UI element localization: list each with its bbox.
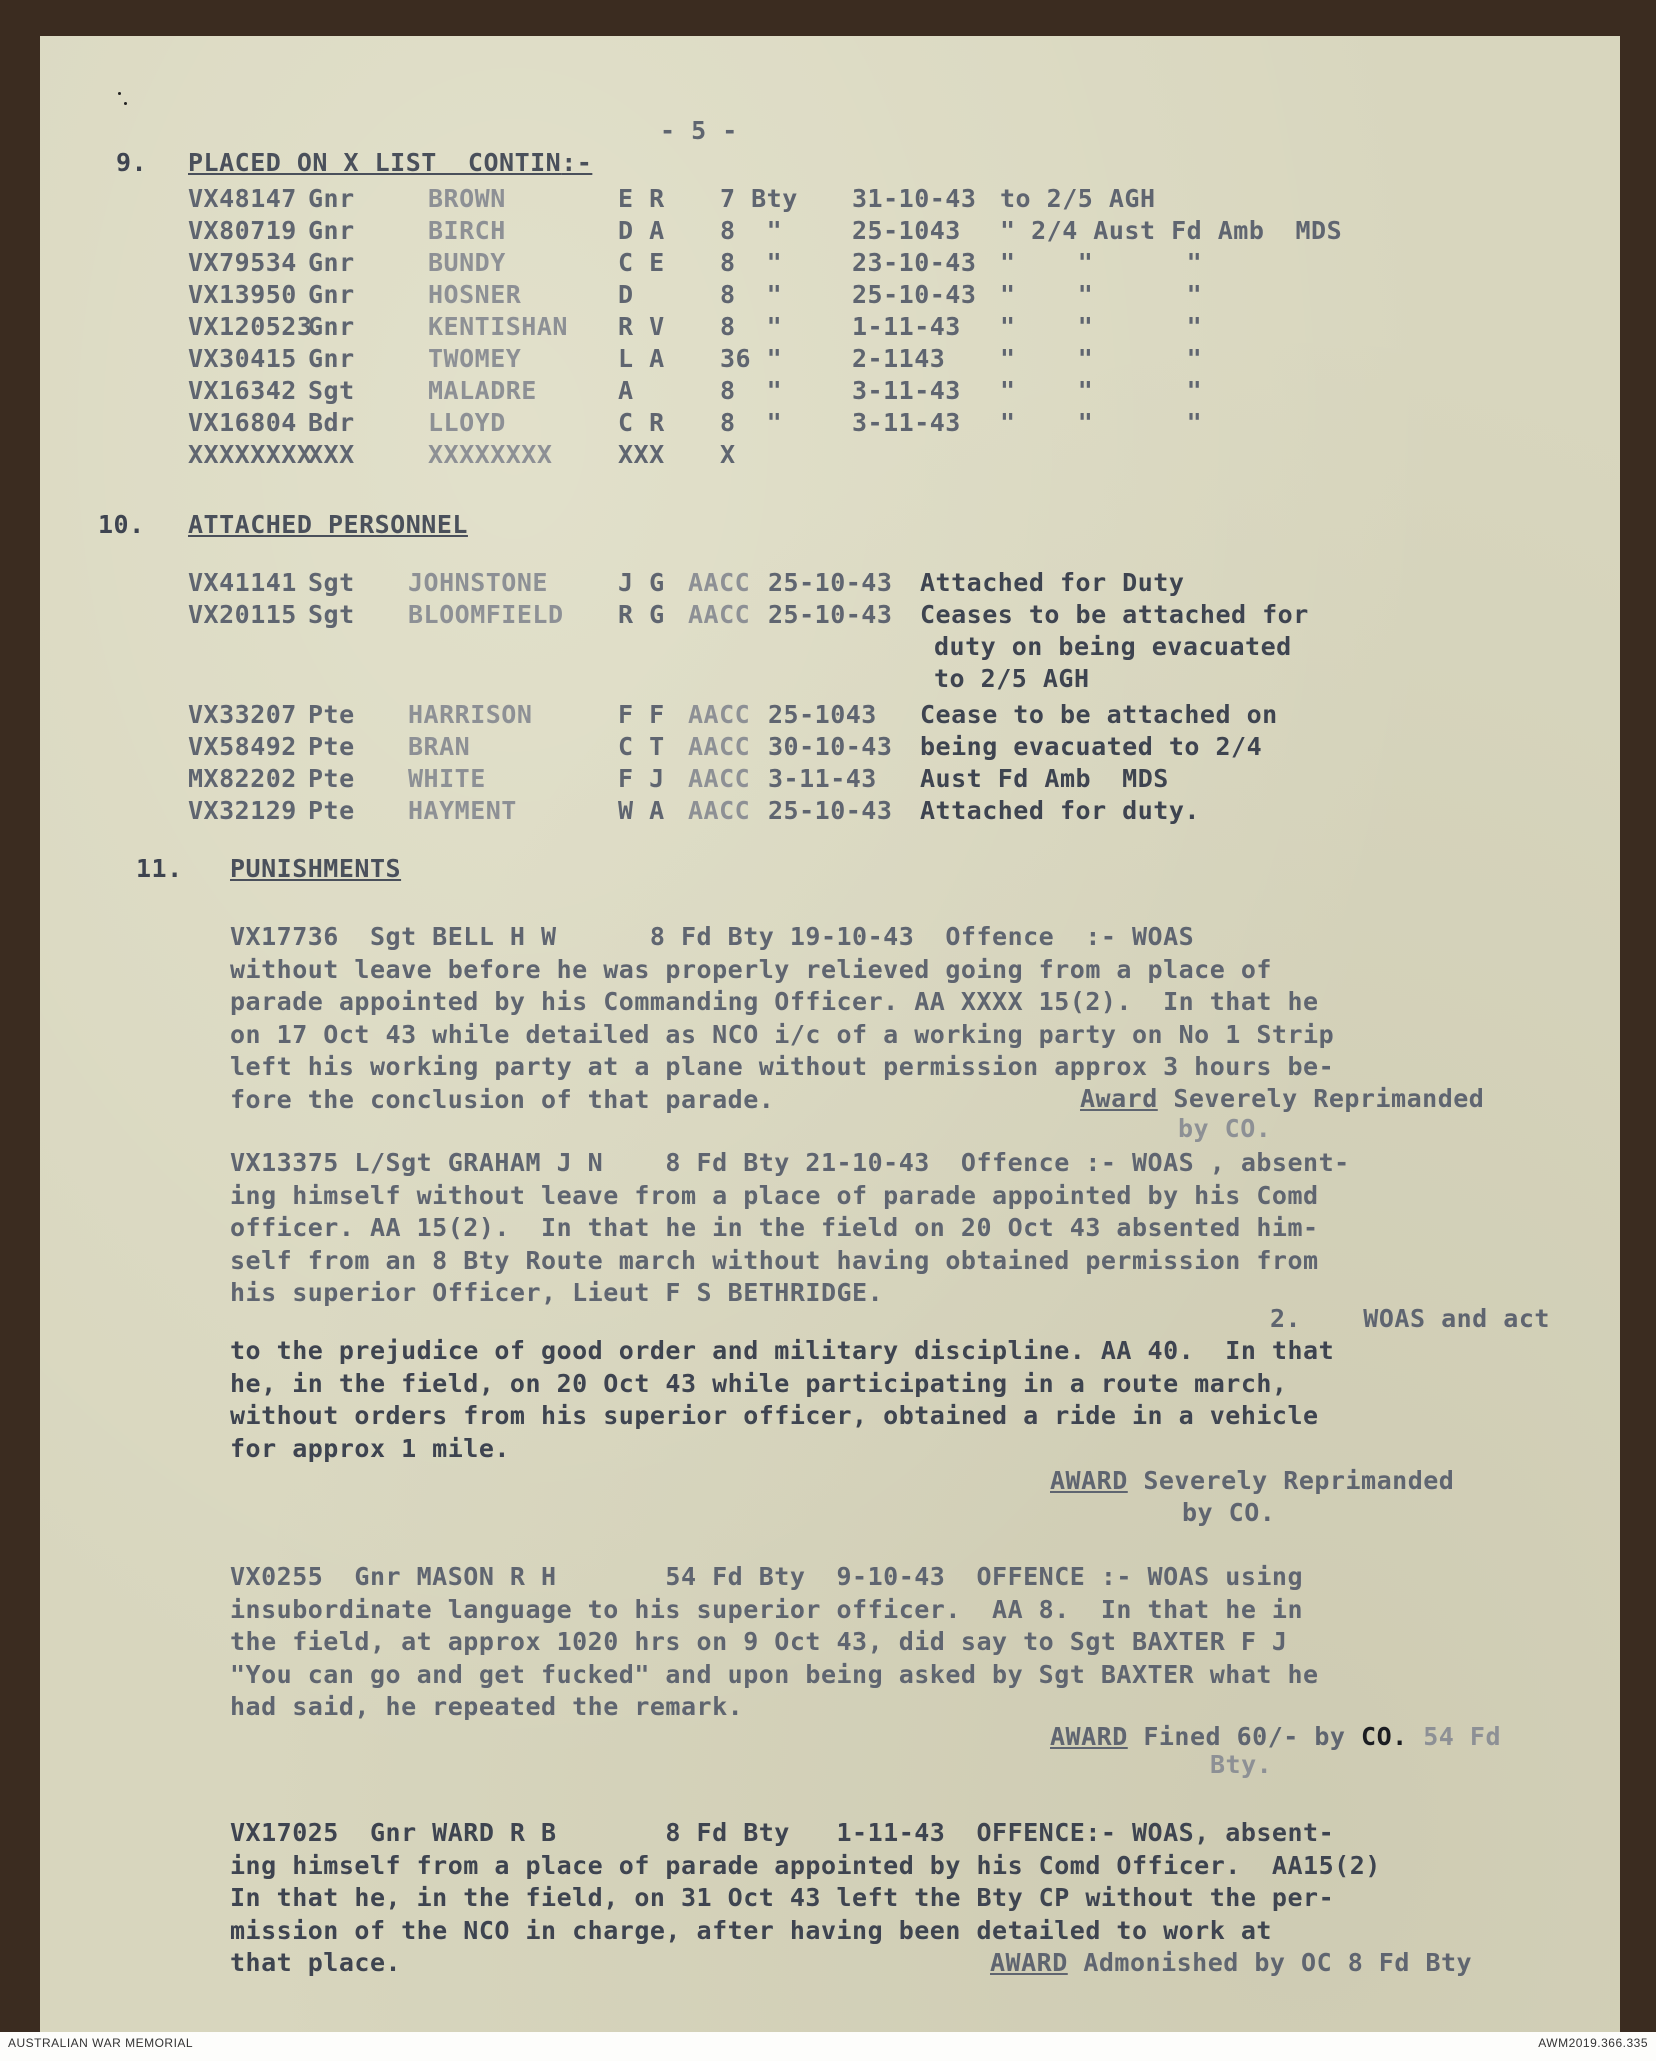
attached-name: WHITE — [408, 764, 486, 793]
case-2-award-by: by CO. — [1182, 1498, 1276, 1527]
x-list-no: VX120523 — [188, 312, 313, 341]
attached-unit: AACC — [688, 732, 751, 761]
paragraph-line: self from an 8 Bty Route march without having obtained permission from — [230, 1245, 1319, 1275]
x-list-rank: XXX — [308, 440, 355, 469]
attached-rank: Sgt — [308, 600, 355, 629]
x-list-rank: Sgt — [308, 376, 355, 405]
paragraph-line: that place. — [230, 1948, 402, 1977]
attached-init: R G — [618, 600, 665, 629]
x-list-date: 2-1143 — [852, 344, 946, 373]
case-4-award: AWARD Admonished by OC 8 Fd Bty — [990, 1948, 1473, 1977]
x-list-date: 25-10-43 — [852, 280, 977, 309]
attached-rank: Pte — [308, 732, 355, 761]
attached-remark: Ceases to be attached for — [920, 600, 1309, 629]
attached-unit: AACC — [688, 600, 751, 629]
paragraph-line: ing himself without leave from a place of parade appointed by his Comd — [230, 1180, 1319, 1210]
paragraph-line: for approx 1 mile. — [230, 1433, 510, 1463]
section-11-title: PUNISHMENTS — [230, 854, 402, 883]
attached-unit: AACC — [688, 764, 751, 793]
x-list-name: HOSNER — [428, 280, 522, 309]
x-list-init: D A — [618, 216, 665, 245]
x-list-bty: 36 " — [720, 344, 783, 373]
x-list-date: 23-10-43 — [852, 248, 977, 277]
attached-remark: to 2/5 AGH — [934, 664, 1090, 693]
x-list-date: 3-11-43 — [852, 376, 961, 405]
x-list-dest: to 2/5 AGH — [1000, 184, 1156, 213]
x-list-dest: " " " — [1000, 248, 1203, 277]
paragraph-line: VX17736 Sgt BELL H W 8 Fd Bty 19-10-43 Offence :- WOAS — [230, 922, 1195, 951]
x-list-rank: Gnr — [308, 216, 355, 245]
attached-date: 30-10-43 — [768, 732, 893, 761]
attached-remark: duty on being evacuated — [934, 632, 1292, 661]
attached-name: BLOOMFIELD — [408, 600, 564, 629]
attached-unit: AACC — [688, 568, 751, 597]
attached-date: 25-10-43 — [768, 796, 893, 825]
x-list-dest: " " " — [1000, 408, 1203, 437]
x-list-init: D — [618, 280, 634, 309]
case-2-charge-2: 2. WOAS and act — [1270, 1304, 1550, 1333]
section-11-number: 11. — [136, 854, 183, 883]
section-10-title: ATTACHED PERSONNEL — [188, 510, 468, 539]
x-list-rank: Gnr — [308, 248, 355, 277]
case-3-award-tail: Bty. — [1210, 1750, 1273, 1779]
x-list-rank: Gnr — [308, 312, 355, 341]
x-list-init: L A — [618, 344, 665, 373]
x-list-init: C R — [618, 408, 665, 437]
x-list-init: A — [618, 376, 634, 405]
section-9-title: PLACED ON X LIST CONTIN:- — [188, 148, 593, 177]
footer-archive-name: AUSTRALIAN WAR MEMORIAL — [8, 2036, 194, 2050]
paragraph-line: In that he, in the field, on 31 Oct 43 left the Bty CP without the per- — [230, 1883, 1335, 1912]
attached-rank: Pte — [308, 764, 355, 793]
paragraph-line: he, in the field, on 20 Oct 43 while participating in a route march, — [230, 1368, 1288, 1398]
attached-date: 25-1043 — [768, 700, 877, 729]
attached-no: MX82202 — [188, 764, 297, 793]
x-list-bty: 7 Bty — [720, 184, 798, 213]
attached-name: JOHNSTONE — [408, 568, 548, 597]
x-list-dest: " " " — [1000, 344, 1203, 373]
attached-unit: AACC — [688, 700, 751, 729]
paragraph-line: left his working party at a plane without permission approx 3 hours be- — [230, 1052, 1335, 1081]
punch-mark — [118, 92, 121, 95]
attached-unit: AACC — [688, 796, 751, 825]
paragraph-line: VX0255 Gnr MASON R H 54 Fd Bty 9-10-43 OFFENCE :- WOAS using — [230, 1562, 1304, 1591]
attached-remark: Attached for duty. — [920, 796, 1200, 825]
paragraph-line: officer. AA 15(2). In that he in the field on 20 Oct 43 absented him- — [230, 1213, 1319, 1242]
attached-no: VX41141 — [188, 568, 297, 597]
x-list-date: 1-11-43 — [852, 312, 961, 341]
x-list-date: 3-11-43 — [852, 408, 961, 437]
attached-no: VX20115 — [188, 600, 297, 629]
attached-rank: Pte — [308, 700, 355, 729]
footer-catalogue-number: AWM2019.366.335 — [1538, 2036, 1648, 2050]
x-list-dest: " " " — [1000, 280, 1203, 309]
paragraph-line: without leave before he was properly relieved going from a place of — [230, 954, 1272, 984]
x-list-no: VX30415 — [188, 344, 297, 373]
x-list-no: VX48147 — [188, 184, 297, 213]
case-1-award-by: by CO. — [1178, 1114, 1272, 1143]
x-list-name: BROWN — [428, 184, 506, 213]
page-number: - 5 - — [660, 116, 738, 145]
attached-no: VX33207 — [188, 700, 297, 729]
x-list-bty: 8 " — [720, 312, 783, 341]
paragraph-line: "You can go and get fucked" and upon being asked by Sgt BAXTER what he — [230, 1659, 1319, 1689]
attached-init: J G — [618, 568, 665, 597]
x-list-name: BUNDY — [428, 248, 506, 277]
x-list-name: LLOYD — [428, 408, 506, 437]
x-list-no: VX16804 — [188, 408, 297, 437]
paragraph-line: VX13375 L/Sgt GRAHAM J N 8 Fd Bty 21-10-43 Offence :- WOAS , absent- — [230, 1148, 1350, 1177]
paragraph-line: insubordinate language to his superior officer. AA 8. In that he in — [230, 1594, 1304, 1624]
x-list-date: 25-1043 — [852, 216, 961, 245]
paragraph-line: ing himself from a place of parade appointed by his Comd Officer. AA15(2) — [230, 1850, 1381, 1880]
paragraph-line: had said, he repeated the remark. — [230, 1692, 744, 1721]
attached-remark: Aust Fd Amb MDS — [920, 764, 1169, 793]
x-list-no: VX80719 — [188, 216, 297, 245]
attached-date: 25-10-43 — [768, 568, 893, 597]
attached-name: HARRISON — [408, 700, 533, 729]
x-list-dest: " " " — [1000, 376, 1203, 405]
paragraph-line: to the prejudice of good order and military discipline. AA 40. In that — [230, 1336, 1335, 1365]
attached-no: VX58492 — [188, 732, 297, 761]
attached-init: C T — [618, 732, 665, 761]
punch-mark — [124, 102, 127, 105]
attached-remark: Cease to be attached on — [920, 700, 1278, 729]
x-list-bty: 8 " — [720, 248, 783, 277]
paragraph-line: on 17 Oct 43 while detailed as NCO i/c of a working party on No 1 Strip — [230, 1019, 1335, 1049]
x-list-rank: Gnr — [308, 184, 355, 213]
x-list-no: VX79534 — [188, 248, 297, 277]
document-page — [40, 36, 1620, 2032]
case-1-award: Award Severely Reprimanded — [1080, 1084, 1485, 1113]
x-list-bty: 8 " — [720, 280, 783, 309]
x-list-name: XXXXXXXX — [428, 440, 553, 469]
x-list-rank: Gnr — [308, 344, 355, 373]
case-3-award: AWARD Fined 60/- by CO. 54 Fd — [1050, 1722, 1502, 1751]
paragraph-line: his superior Officer, Lieut F S BETHRIDGE. — [230, 1278, 884, 1307]
x-list-dest: " " " — [1000, 312, 1203, 341]
x-list-name: TWOMEY — [428, 344, 522, 373]
attached-name: BRAN — [408, 732, 471, 761]
attached-date: 25-10-43 — [768, 600, 893, 629]
section-9-number: 9. — [116, 148, 148, 177]
paragraph-line: without orders from his superior officer, obtained a ride in a vehicle — [230, 1401, 1319, 1430]
attached-init: F J — [618, 764, 665, 793]
attached-name: HAYMENT — [408, 796, 517, 825]
attached-rank: Pte — [308, 796, 355, 825]
x-list-init: E R — [618, 184, 665, 213]
attached-remark: being evacuated to 2/4 — [920, 732, 1263, 761]
x-list-rank: Bdr — [308, 408, 355, 437]
attached-date: 3-11-43 — [768, 764, 877, 793]
paragraph-line: the field, at approx 1020 hrs on 9 Oct 43, did say to Sgt BAXTER F J — [230, 1627, 1288, 1656]
x-list-bty: 8 " — [720, 376, 783, 405]
paragraph-line: fore the conclusion of that parade. — [230, 1084, 775, 1114]
paragraph-line: parade appointed by his Commanding Officer. AA XXXX 15(2). In that he — [230, 987, 1319, 1016]
attached-init: F F — [618, 700, 665, 729]
attached-no: VX32129 — [188, 796, 297, 825]
x-list-init: C E — [618, 248, 665, 277]
x-list-init: XXX — [618, 440, 665, 469]
attached-rank: Sgt — [308, 568, 355, 597]
x-list-dest: " 2/4 Aust Fd Amb MDS — [1000, 216, 1343, 245]
x-list-name: MALADRE — [428, 376, 537, 405]
x-list-rank: Gnr — [308, 280, 355, 309]
bleed-through — [460, 461, 1195, 485]
x-list-no: VX13950 — [188, 280, 297, 309]
x-list-bty: 8 " — [720, 408, 783, 437]
paragraph-line: mission of the NCO in charge, after having been detailed to work at — [230, 1915, 1272, 1945]
x-list-name: BIRCH — [428, 216, 506, 245]
paragraph-line: VX17025 Gnr WARD R B 8 Fd Bty 1-11-43 OFFENCE:- WOAS, absent- — [230, 1818, 1335, 1847]
x-list-date: 31-10-43 — [852, 184, 977, 213]
x-list-name: KENTISHAN — [428, 312, 568, 341]
attached-remark: Attached for Duty — [920, 568, 1185, 597]
case-2-award: AWARD Severely Reprimanded — [1050, 1466, 1455, 1495]
x-list-bty: 8 " — [720, 216, 783, 245]
x-list-bty: X — [720, 440, 736, 469]
x-list-no: XXXXXXXX — [188, 440, 313, 469]
attached-init: W A — [618, 796, 665, 825]
x-list-no: VX16342 — [188, 376, 297, 405]
section-10-number: 10. — [98, 510, 145, 539]
x-list-init: R V — [618, 312, 665, 341]
